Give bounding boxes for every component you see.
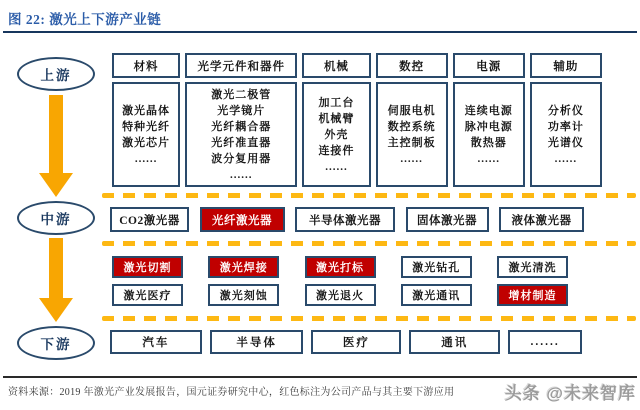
- application-additive: 增材制造: [497, 284, 568, 306]
- upstream-column-header: 辅助: [530, 53, 602, 78]
- upstream-column-items: 激光二极管 光学镜片 光纤耦合器 光纤准直器 波分复用器 ......: [185, 82, 297, 187]
- title-divider: [3, 31, 637, 33]
- application-marking: 激光打标: [305, 256, 376, 278]
- application-etching: 激光刻蚀: [208, 284, 279, 306]
- application-communication: 激光通讯: [401, 284, 472, 306]
- application-cutting: 激光切割: [112, 256, 183, 278]
- upstream-column-items: 激光晶体 特种光纤 激光芯片 ......: [112, 82, 180, 187]
- stage-midstream-badge: 中游: [17, 201, 95, 235]
- application-medical: 激光医疗: [112, 284, 183, 306]
- dashed-separator: [102, 316, 636, 321]
- downstream-row: [110, 330, 582, 354]
- application-grid: [112, 256, 568, 306]
- arrow-down-icon: [38, 95, 74, 197]
- upstream-column-materials: [112, 53, 180, 187]
- upstream-column-cnc: [376, 53, 448, 187]
- laser-type-co2: CO2激光器: [110, 207, 189, 232]
- upstream-column-auxiliary: [530, 53, 602, 187]
- application-cleaning: 激光清洗: [497, 256, 568, 278]
- upstream-column-header: 数控: [376, 53, 448, 78]
- laser-type-semiconductor: 半导体激光器: [295, 207, 395, 232]
- dashed-separator: [102, 193, 636, 198]
- sector-communication: 通讯: [409, 330, 500, 354]
- upstream-column-items: 加工台 机械臂 外壳 连接件 ......: [302, 82, 370, 187]
- upstream-column-header: 机械: [302, 53, 370, 78]
- application-drilling: 激光钻孔: [401, 256, 472, 278]
- midstream-laser-row: [110, 207, 584, 232]
- upstream-column-header: 材料: [112, 53, 180, 78]
- laser-type-fiber: 光纤激光器: [200, 207, 285, 232]
- upstream-grid: [112, 53, 602, 187]
- application-annealing: 激光退火: [305, 284, 376, 306]
- laser-type-liquid: 液体激光器: [499, 207, 584, 232]
- upstream-column-power: [453, 53, 525, 187]
- upstream-column-optics: [185, 53, 297, 187]
- stage-upstream-badge: 上游: [17, 57, 95, 91]
- upstream-column-items: 连续电源 脉冲电源 散热器 ......: [453, 82, 525, 187]
- application-welding: 激光焊接: [208, 256, 279, 278]
- sector-semiconductor: 半导体: [210, 330, 304, 354]
- watermark: 头条 @未来智库: [504, 384, 636, 403]
- sector-automotive: 汽车: [110, 330, 202, 354]
- laser-type-solid: 固体激光器: [406, 207, 489, 232]
- upstream-column-items: 分析仪 功率计 光谱仪 ......: [530, 82, 602, 187]
- figure-title: 图 22: 激光上下游产业链: [8, 12, 162, 27]
- upstream-column-header: 电源: [453, 53, 525, 78]
- upstream-column-items: 伺服电机 数控系统 主控制板 ......: [376, 82, 448, 187]
- source-note: 资料来源：2019 年激光产业发展报告，国元证券研究中心，红色标注为公司产品与其主要下游应用: [8, 387, 455, 398]
- footer-divider: [3, 376, 637, 378]
- stage-downstream-badge: 下游: [17, 326, 95, 360]
- upstream-column-mechanical: [302, 53, 370, 187]
- upstream-column-header: 光学元件和器件: [185, 53, 297, 78]
- arrow-down-icon: [38, 238, 74, 322]
- sector-others: ......: [508, 330, 582, 354]
- dashed-separator: [102, 241, 636, 246]
- sector-medical: 医疗: [311, 330, 401, 354]
